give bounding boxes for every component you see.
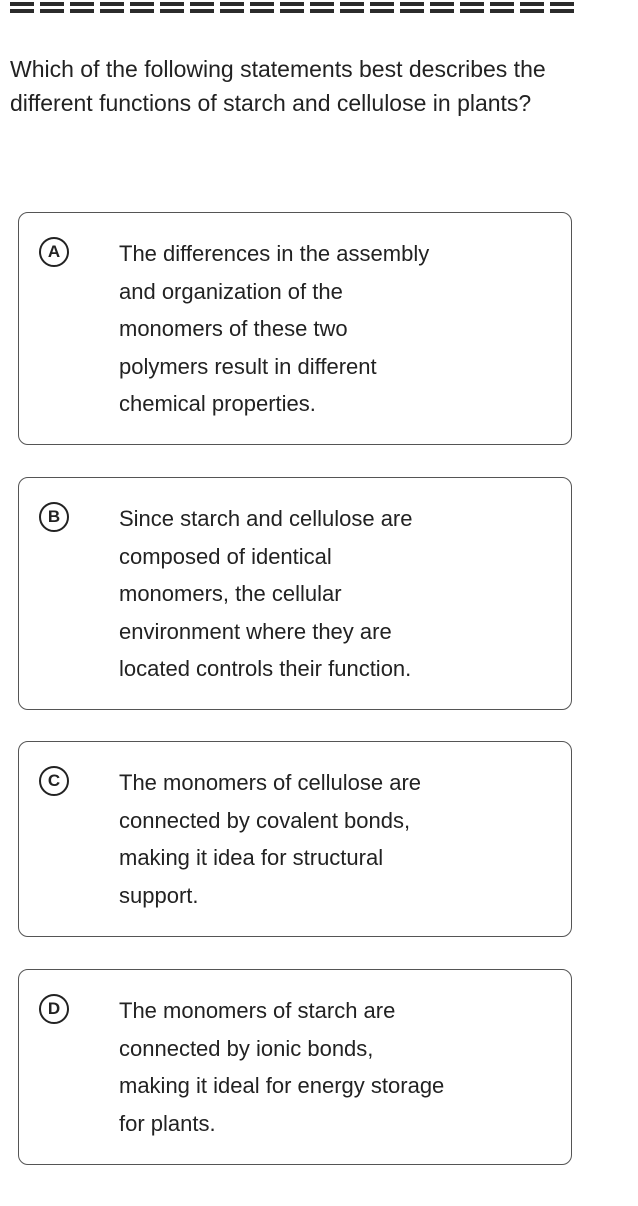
option-c-line-4: support. [119,882,199,908]
option-d-line-2: connected by ionic bonds, [119,1035,374,1061]
option-b-line-2: composed of identical [119,543,332,569]
question-text: Which of the following statements best describes the different functions of starch and cellulose in plants? [10,56,546,116]
option-letter-badge-b: B [39,502,69,532]
option-letter-badge-d: D [39,994,69,1024]
option-text-b [119,500,499,688]
option-d-line-3: making it ideal for energy storage [119,1073,445,1098]
option-text-d [119,992,499,1142]
option-b-line-4: environment where they are [119,618,392,644]
answer-option-b[interactable] [18,477,572,710]
answer-option-d[interactable] [18,969,572,1165]
option-text-a [119,235,499,423]
option-d-line-4: for plants. [119,1110,216,1136]
option-a-line-3: monomers of these two [119,316,348,341]
option-a-line-1: The differences in the assembly [119,241,430,266]
option-d-line-1: The monomers of starch are [119,998,396,1023]
option-c-line-3: making it idea for structural [119,845,384,870]
answer-option-c[interactable] [18,741,572,937]
option-a-line-4: polymers result in different [119,353,377,379]
option-letter-badge-a: A [39,237,69,267]
top-dashed-divider [10,0,578,14]
option-b-line-1: Since starch and cellulose are [119,506,413,531]
answer-option-a[interactable] [18,212,572,445]
option-c-line-2: connected by covalent bonds, [119,807,411,833]
option-a-line-2: and organization of the [119,278,343,304]
option-c-line-1: The monomers of cellulose are [119,770,422,795]
option-letter-badge-c: C [39,766,69,796]
option-b-line-5: located controls their function. [119,656,412,681]
option-b-line-3: monomers, the cellular [119,581,342,606]
option-a-line-5: chemical properties. [119,391,316,416]
option-text-c [119,764,499,914]
